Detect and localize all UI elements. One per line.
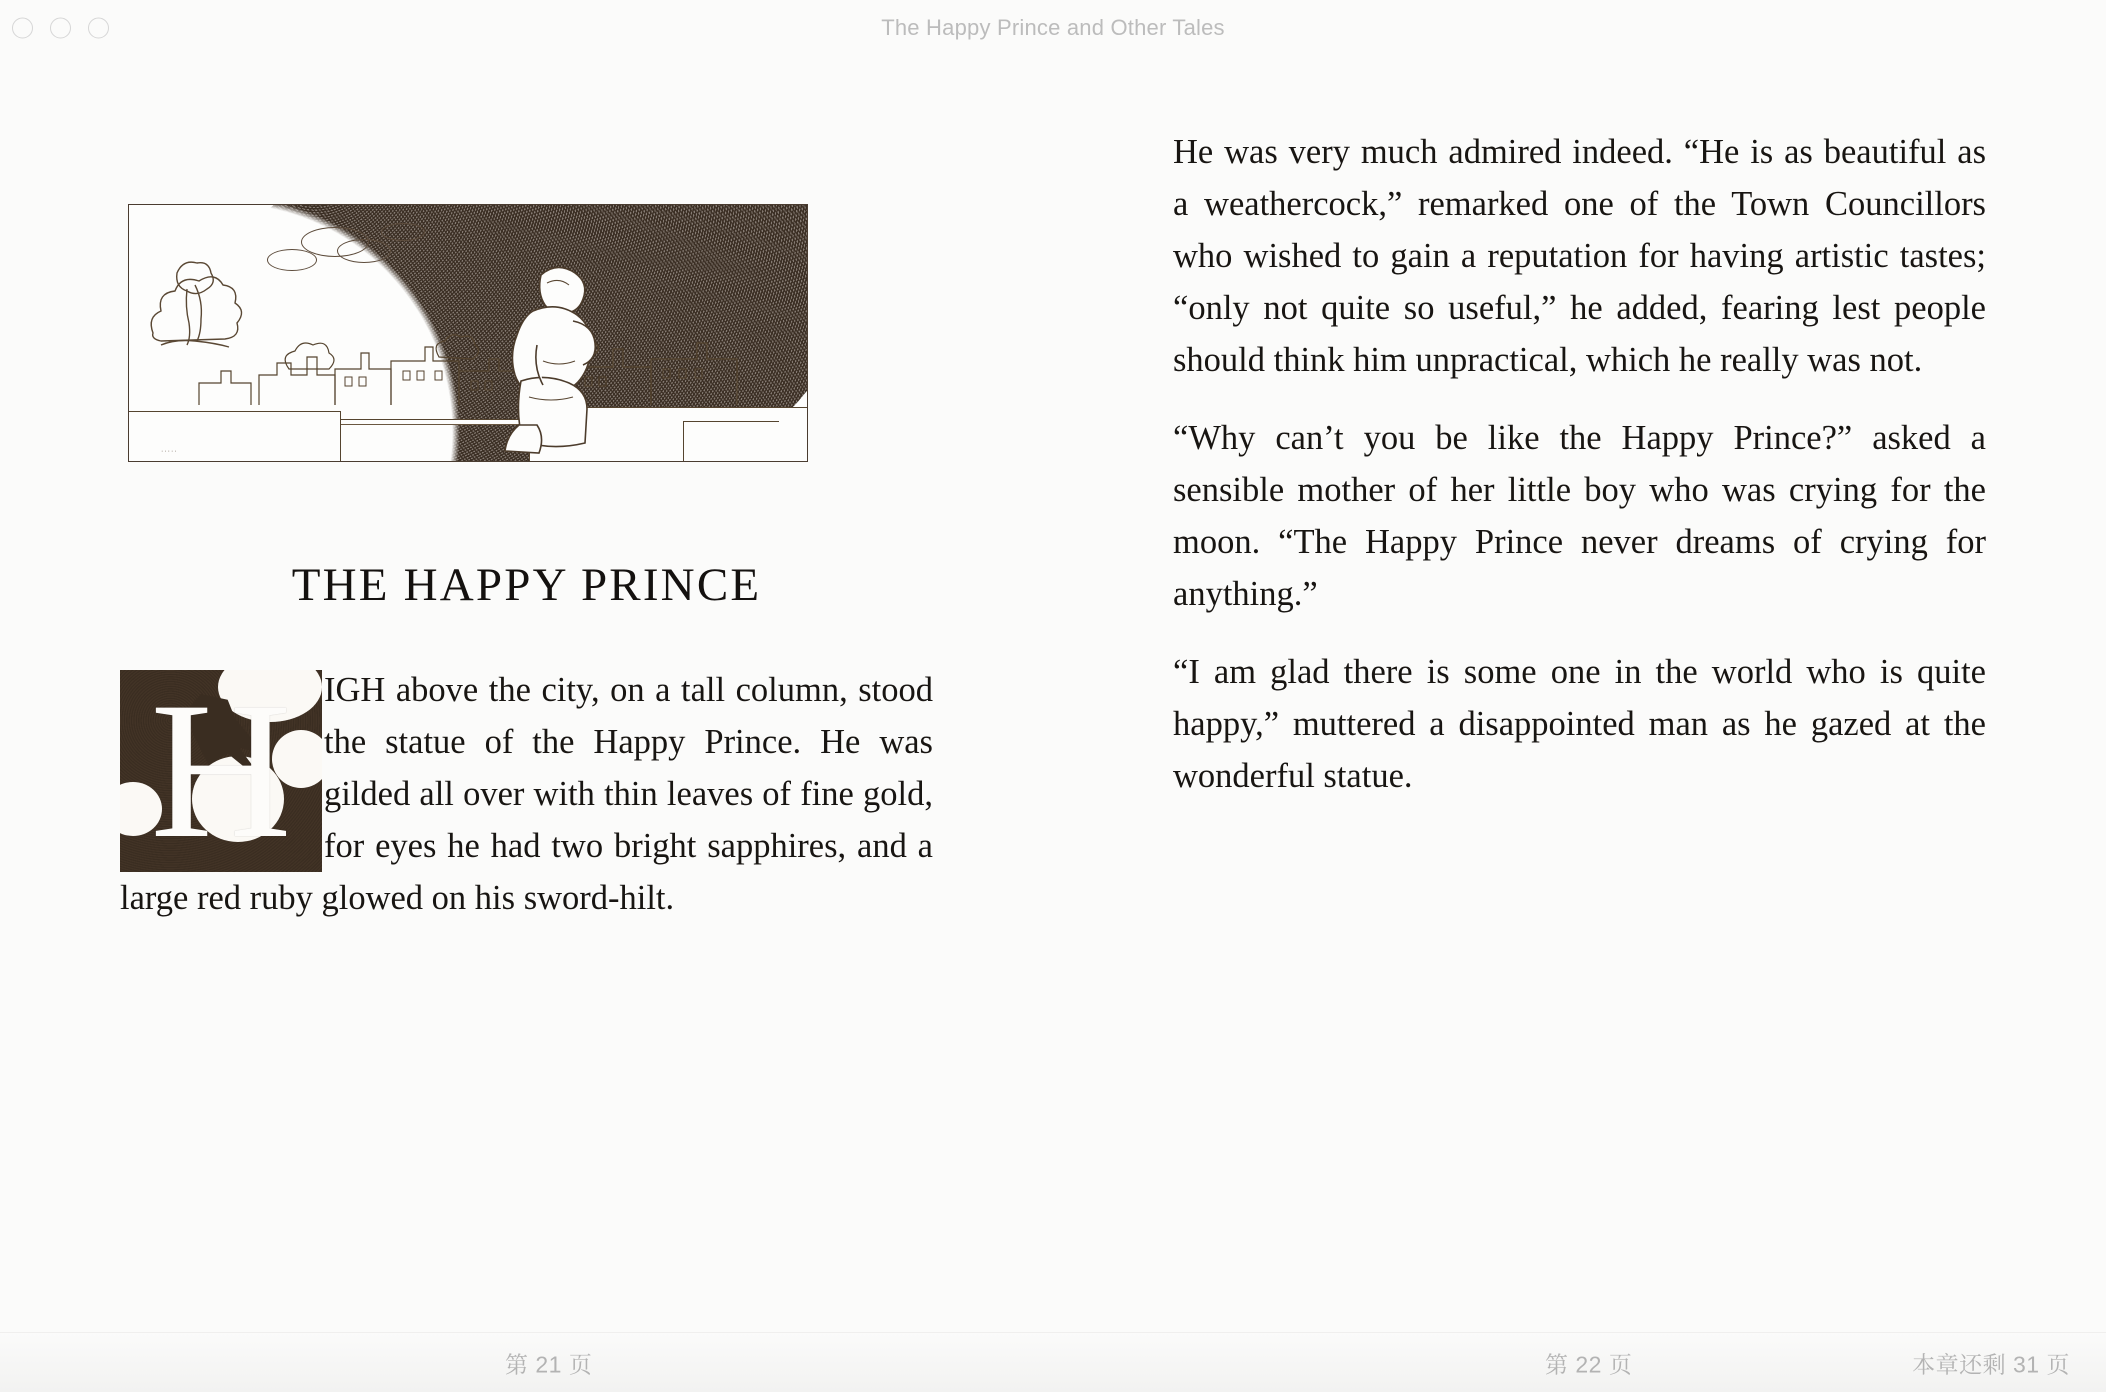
chapter-illustration-wrap (128, 204, 808, 462)
chapter-remaining: 本章还剩 31 页 (1912, 1351, 2070, 1377)
illustration-city-svg (139, 313, 799, 405)
page-right[interactable] (1053, 56, 2106, 1332)
paragraph: He was very much admired indeed. “He is as beautiful as a weathercock,” remarked one of the Town Councillors who wished to gain a reputation for having artistic tastes; “only not quite so useful,” he added, fearing lest people should think him unpractical, which he really was not. (1173, 133, 1986, 379)
illustration-seated-figure (481, 257, 621, 457)
drop-cap-letter: H (150, 670, 292, 872)
paragraph: “Why can’t you be like the Happy Prince?” asked a sensible mother of her little boy who was crying for the moon. “The Happy Prince never dreams of crying for anything.” (1173, 419, 1986, 613)
paragraph: IGH above the city, on a tall column, stood the statue of the Happy Prince. He was gilded all over with thin leaves of fine gold, for eyes he had two bright sapphires, and a large red ruby glowed on his sword-hilt. (120, 671, 933, 917)
drop-cap (120, 670, 322, 872)
chapter-illustration (128, 204, 808, 462)
illustration-cloud-3 (267, 249, 317, 271)
illustration-column-base (683, 421, 779, 461)
paragraph: “I am glad there is some one in the world who is quite happy,” muttered a disappointed man as he gazed at the wonderful statue. (1173, 653, 1986, 795)
illustration-plate-caption: ····· (161, 448, 178, 455)
chapter-title: THE HAPPY PRINCE (291, 559, 762, 611)
page-left[interactable] (0, 56, 1053, 1332)
reader-spread (0, 56, 2106, 1332)
illustration-cloud-4 (381, 223, 425, 241)
window-title: The Happy Prince and Other Tales (881, 15, 1225, 40)
illustration-city-skyline (139, 313, 807, 405)
right-page-number: 第 22 页 (1545, 1351, 1633, 1377)
left-page-number: 第 21 页 (505, 1351, 593, 1377)
illustration-seated-figure-svg (481, 257, 621, 457)
title-bar (0, 0, 2106, 56)
illustration-cloud-2 (337, 239, 391, 263)
reader-footer (0, 1332, 2106, 1392)
left-page-body (120, 664, 933, 924)
right-page-body (1173, 126, 1986, 802)
